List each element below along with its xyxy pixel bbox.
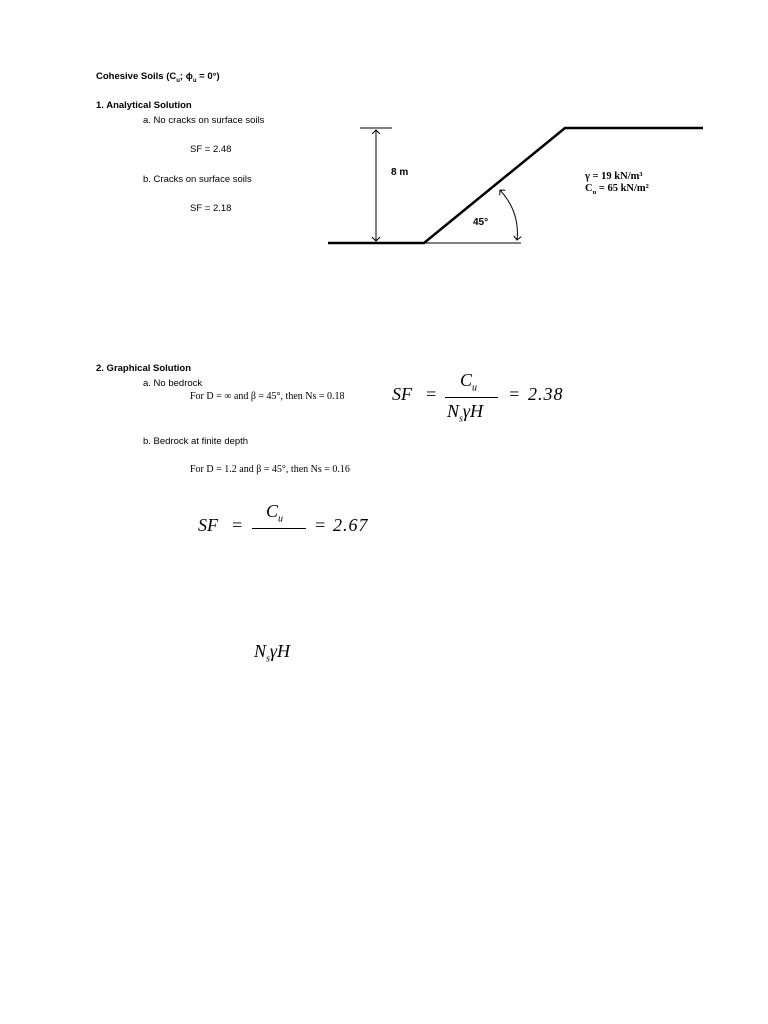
eq1-equals: = (425, 384, 438, 404)
eq2-num-c: C (266, 501, 279, 521)
eq2-fraction-bar (252, 528, 306, 529)
graphical-b-condition: For D = 1.2 and β = 45°, then Ns = 0.16 (190, 464, 350, 475)
unit-weight-label: γ = 19 kN/m³ (585, 171, 643, 182)
analytical-b-sf: SF = 2.18 (190, 203, 232, 214)
eq1-den-sub: s (459, 413, 463, 425)
eq1-lhs: SF (392, 384, 412, 404)
angle-arc (500, 190, 517, 240)
cohesion-label (585, 183, 649, 196)
analytical-heading: 1. Analytical Solution (96, 100, 192, 111)
title-text-3: = 0°) (196, 71, 220, 82)
title-text-1: Cohesive Soils (C (96, 71, 177, 82)
analytical-a-label: a. No cracks on surface soils (143, 115, 265, 126)
eq1-fraction-bar (445, 397, 498, 398)
eq1-den-rest: γH (462, 401, 484, 421)
graphical-b-label: b. Bedrock at finite depth (143, 436, 249, 447)
eq1-denominator (447, 401, 483, 425)
eq2-equals: = (231, 515, 244, 535)
title-text-2: ; ϕ (179, 71, 193, 82)
angle-label: 45° (473, 217, 489, 228)
eq1-equals-2: = (508, 384, 521, 404)
eq1-numerator (460, 370, 477, 394)
title-sub-2: u (192, 77, 197, 84)
eq2-num-sub: u (278, 513, 284, 525)
cohesion-value: = 65 kN/m² (596, 183, 649, 194)
eq2-equals-2: = (314, 515, 327, 535)
cohesion-sub: u (592, 189, 597, 197)
height-label: 8 m (391, 167, 409, 178)
eq1-den-n: N (447, 401, 460, 421)
eq2-numerator (266, 501, 283, 525)
eq2-clipped-denominator (254, 531, 306, 535)
stray-rest: γH (269, 641, 291, 661)
analytical-a-sf: SF = 2.48 (190, 144, 232, 155)
title-sub-1: u (176, 77, 180, 84)
stray-n: N (254, 641, 267, 661)
graphical-heading: 2. Graphical Solution (96, 363, 192, 374)
cohesion-c: C (585, 183, 593, 194)
eq1-result: 2.38 (528, 384, 564, 404)
stray-denominator (254, 641, 290, 665)
stray-sub: s (266, 653, 270, 665)
eq2-result: 2.67 (333, 515, 369, 535)
eq1-num-sub: u (472, 382, 478, 394)
graphical-a-condition: For D = ∞ and β = 45°, then Ns = 0.18 (190, 391, 345, 402)
eq2-lhs: SF (198, 515, 218, 535)
eq1-num-c: C (460, 370, 473, 390)
graphical-a-label: a. No bedrock (143, 378, 203, 389)
analytical-b-label: b. Cracks on surface soils (143, 174, 252, 185)
